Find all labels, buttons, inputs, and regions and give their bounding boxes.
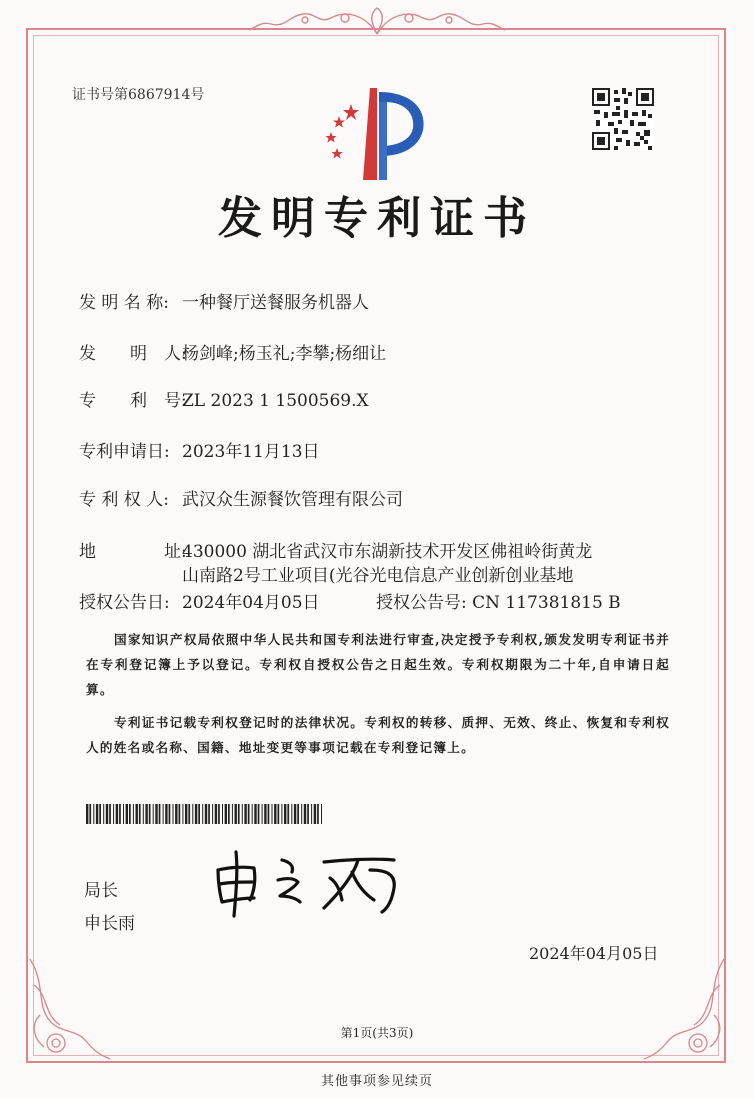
- grant-statement-paragraph: 国家知识产权局依照中华人民共和国专利法进行审查,决定授予专利权,颁发发明专利证书并在专利登记簿上予以登记。专利权自授权公告之日起生效。专利权期限为二十年,自申请日起算。: [86, 632, 670, 697]
- patent-number-value: ZL 2023 1 1500569.X: [182, 391, 369, 411]
- patentee-value: 武汉众生源餐饮管理有限公司: [182, 490, 403, 510]
- inventors-label: 发 明 人:: [79, 344, 187, 364]
- patent-number-row: [79, 386, 369, 411]
- grant-publication-date-row: [79, 588, 320, 613]
- address-value-line2: 山南路2号工业项目(光谷光电信息产业创新创业基地: [182, 566, 574, 586]
- grant-publication-number-label: 授权公告号:: [376, 593, 467, 613]
- barcode: [86, 804, 324, 824]
- address-row: [79, 537, 592, 562]
- qr-code: [592, 88, 654, 150]
- cnipa-logo: [315, 82, 440, 182]
- address-label: 地 址:: [79, 542, 187, 562]
- footer-note: 其他事项参见续页: [320, 1074, 433, 1089]
- grant-publication-number-row: [376, 588, 621, 613]
- legal-status-paragraph: 专利证书记载专利权登记时的法律状况。专利权的转移、质押、无效、终止、恢复和专利权人的姓名或名称、国籍、地址变更等事项记载在专利登记簿上。: [86, 715, 670, 755]
- grant-publication-date-value: 2024年04月05日: [182, 593, 320, 613]
- patentee-row: [79, 485, 403, 510]
- invention-name-label: 发 明 名 称:: [79, 293, 169, 313]
- page-number: 第1页(共3页): [340, 1026, 414, 1040]
- patentee-label: 专 利 权 人:: [79, 490, 169, 510]
- director-signature: [212, 848, 407, 918]
- top-ornament: [245, 4, 509, 38]
- grant-publication-number-value: CN 117381815 B: [472, 593, 621, 613]
- address-value-line1: 430000 湖北省武汉市东湖新技术开发区佛祖岭街黄龙: [182, 542, 593, 562]
- issue-date: 2024年04月05日: [529, 944, 659, 963]
- inventors-value: 杨剑峰;杨玉礼;李攀;杨细让: [182, 344, 387, 364]
- patent-number-label: 专 利 号:: [79, 391, 187, 411]
- director-name: 申长雨: [84, 914, 135, 934]
- grant-publication-date-label: 授权公告日:: [79, 593, 170, 613]
- certificate-title: 发明专利证书: [218, 193, 536, 244]
- bottom-right-ornament: [642, 955, 728, 1065]
- inventors-row: [79, 339, 386, 364]
- application-date-row: [79, 437, 320, 462]
- application-date-value: 2023年11月13日: [182, 442, 320, 462]
- bottom-left-ornament: [26, 955, 112, 1065]
- certificate-number: 证书号第6867914号: [72, 87, 205, 103]
- invention-name-row: [79, 288, 369, 313]
- application-date-label: 专利申请日:: [79, 442, 170, 462]
- director-title: 局长: [84, 881, 118, 901]
- invention-name-value: 一种餐厅送餐服务机器人: [182, 293, 369, 313]
